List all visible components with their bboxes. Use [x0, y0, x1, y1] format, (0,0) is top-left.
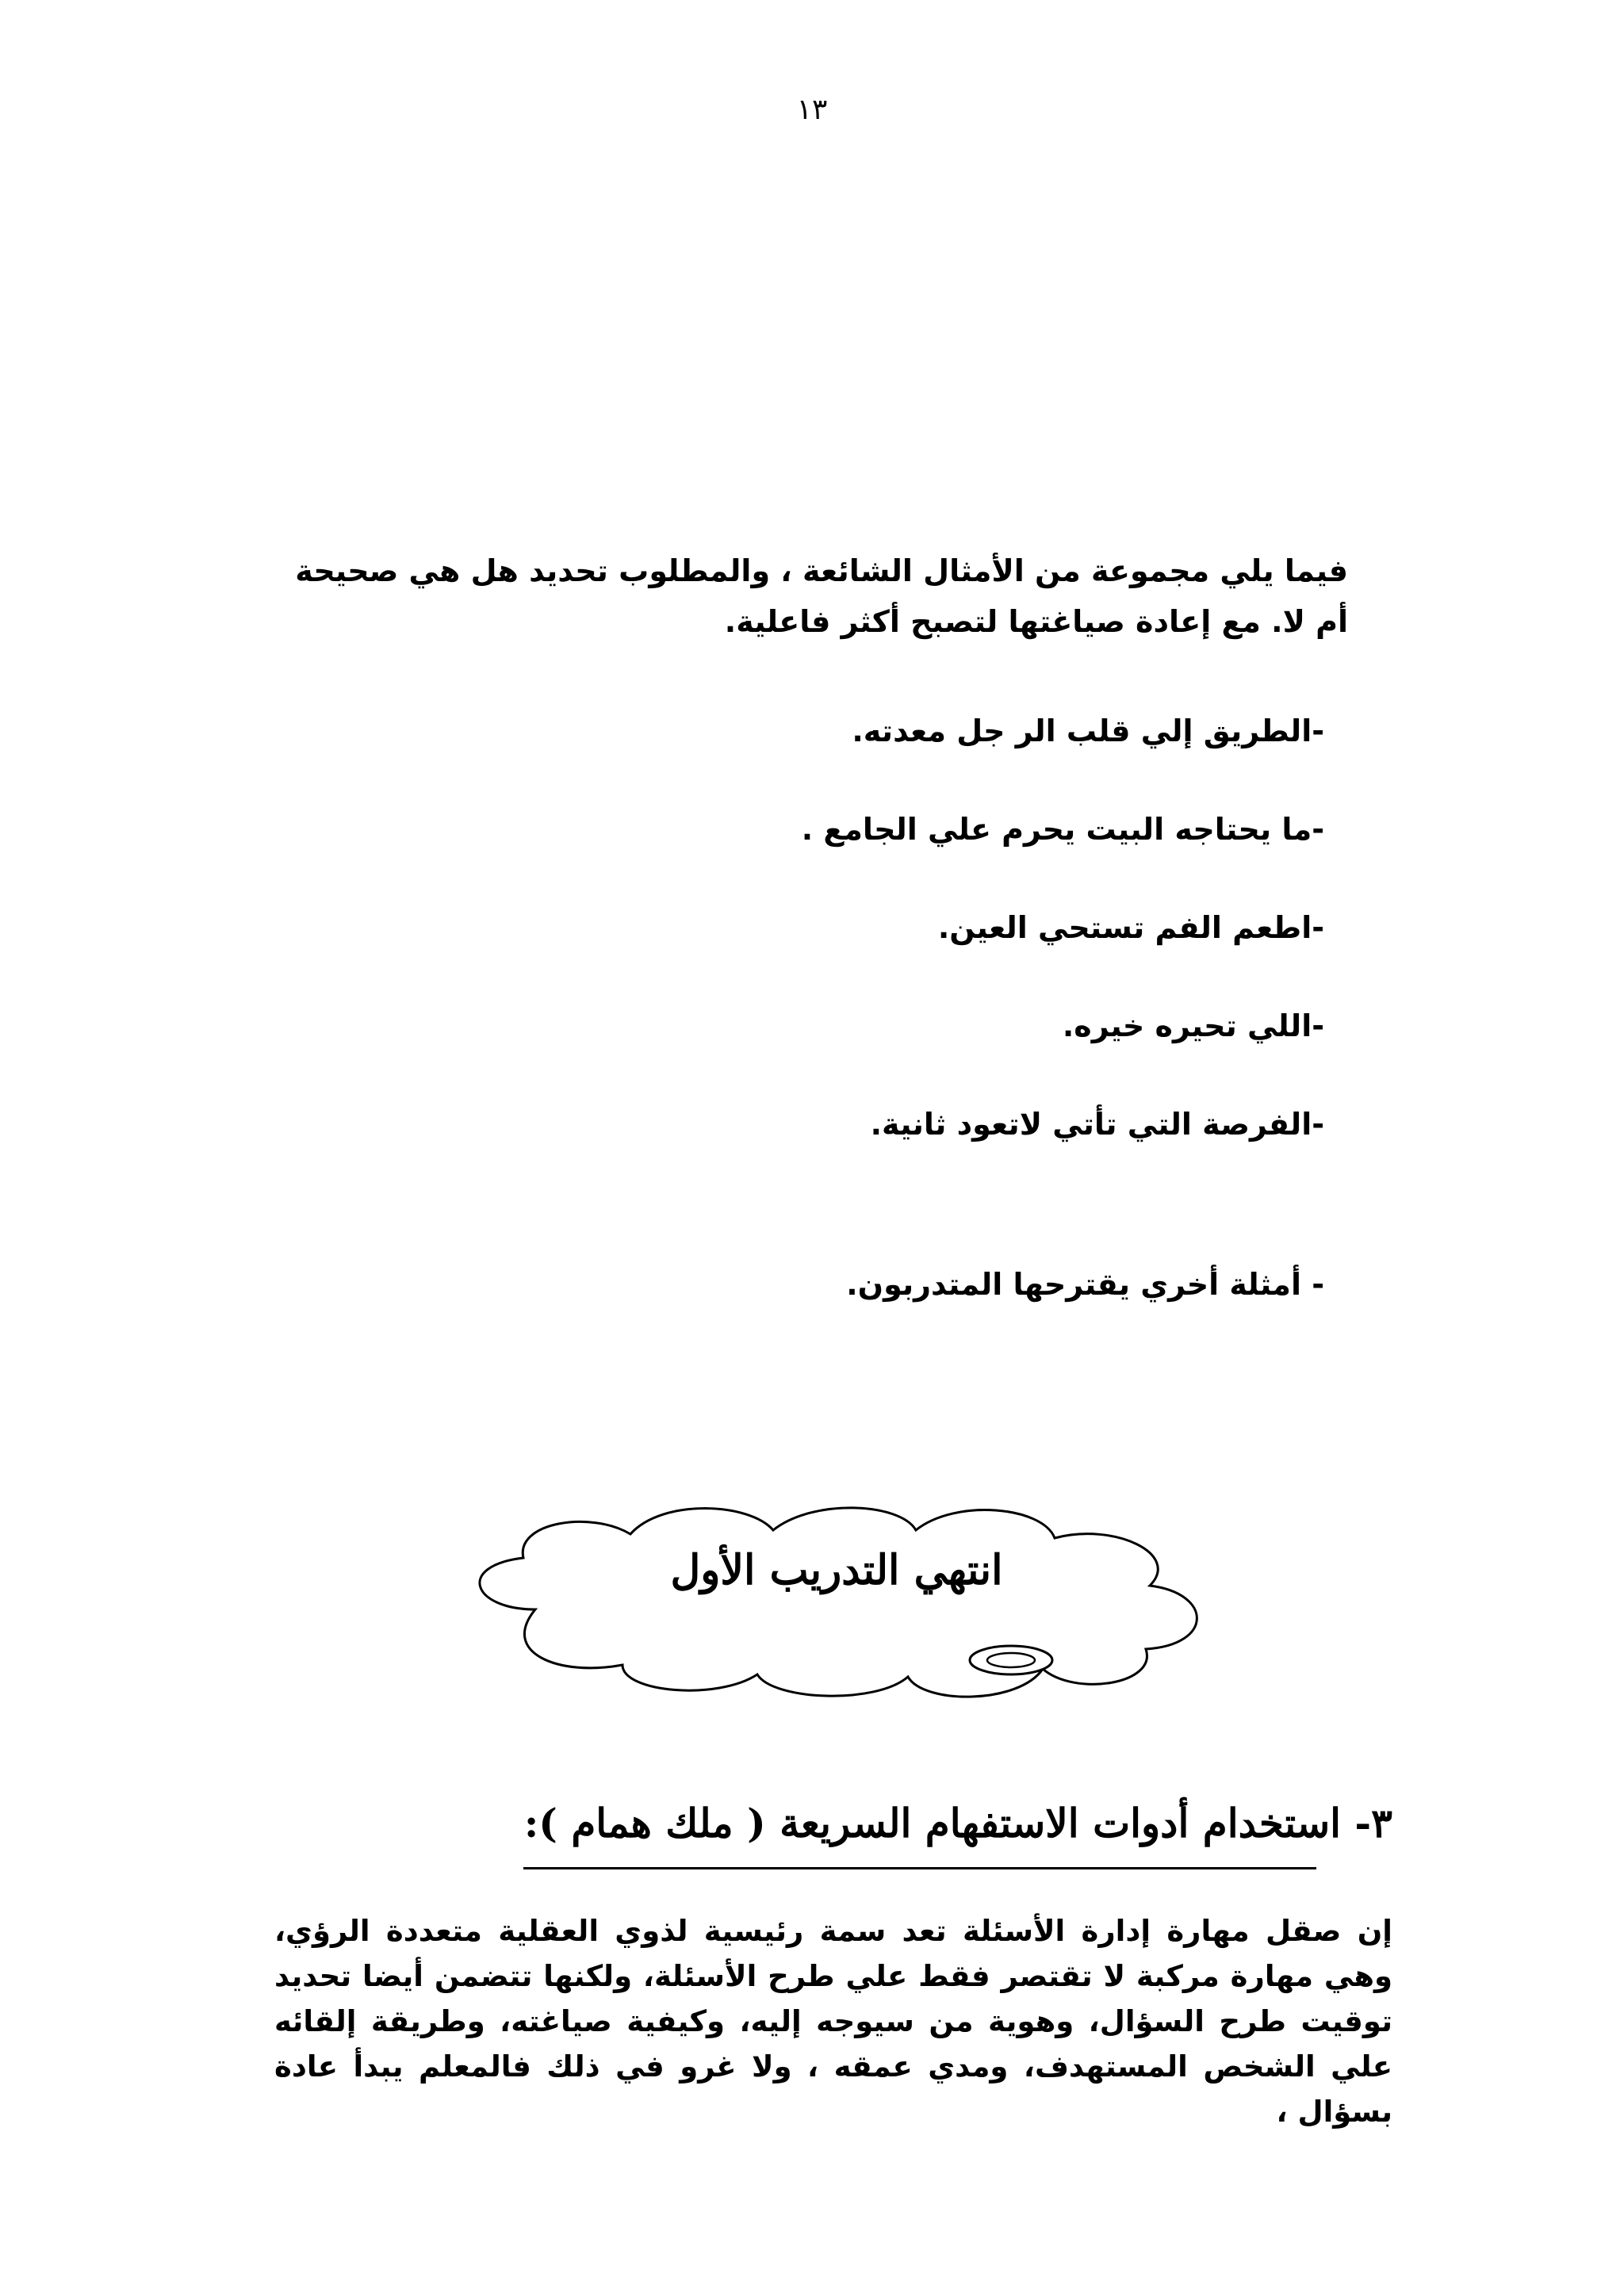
- section-heading: ٣- استخدام أدوات الاستفهام السريعة ( ملك همام ):: [523, 1800, 1392, 1846]
- heading-underline: [523, 1867, 1316, 1869]
- list-item: - أمثلة أخري يقترحها المتدربون.: [846, 1267, 1324, 1302]
- body-paragraph: إن صقل مهارة إدارة الأسئلة تعد سمة رئيسية لذوي العقلية متعددة الرؤي، وهي مهارة مركبة لا تقتصر فقط علي طرح الأسئلة، ولكنها تتضمن أيضا تحديد توقيت طرح السؤال، وهوية من سيوجه إليه، وكيفية صياغته، وطريقة إلقائه علي الشخص المستهدف، ومدي عمقه ، ولا غرو في ذلك فالمعلم يبدأ عادة بسؤال ،: [274, 1914, 1392, 2129]
- intro-paragraph: فيما يلي مجموعة من الأمثال الشائعة ، والمطلوب تحديد هل هي صحيحة أم لا. مع إعادة صياغتها لتصبح أكثر فاعلية.: [295, 553, 1348, 639]
- cloud-callout: [440, 1490, 1233, 1705]
- list-item: -اللي تحيره خيره.: [1062, 1008, 1324, 1043]
- list-item: -الطريق إلي قلب الر جل معدته.: [852, 714, 1324, 748]
- list-item: -اطعم الفم تستحي العين.: [937, 910, 1324, 945]
- page-number: ١٣: [796, 94, 828, 126]
- cloud-label: انتهي التدريب الأول: [670, 1546, 1003, 1594]
- list-item: -الفرصة التي تأتي لاتعود ثانية.: [870, 1107, 1324, 1142]
- list-item: -ما يحتاجه البيت يحرم علي الجامع .: [801, 812, 1324, 847]
- cloud-shape: [440, 1490, 1233, 1705]
